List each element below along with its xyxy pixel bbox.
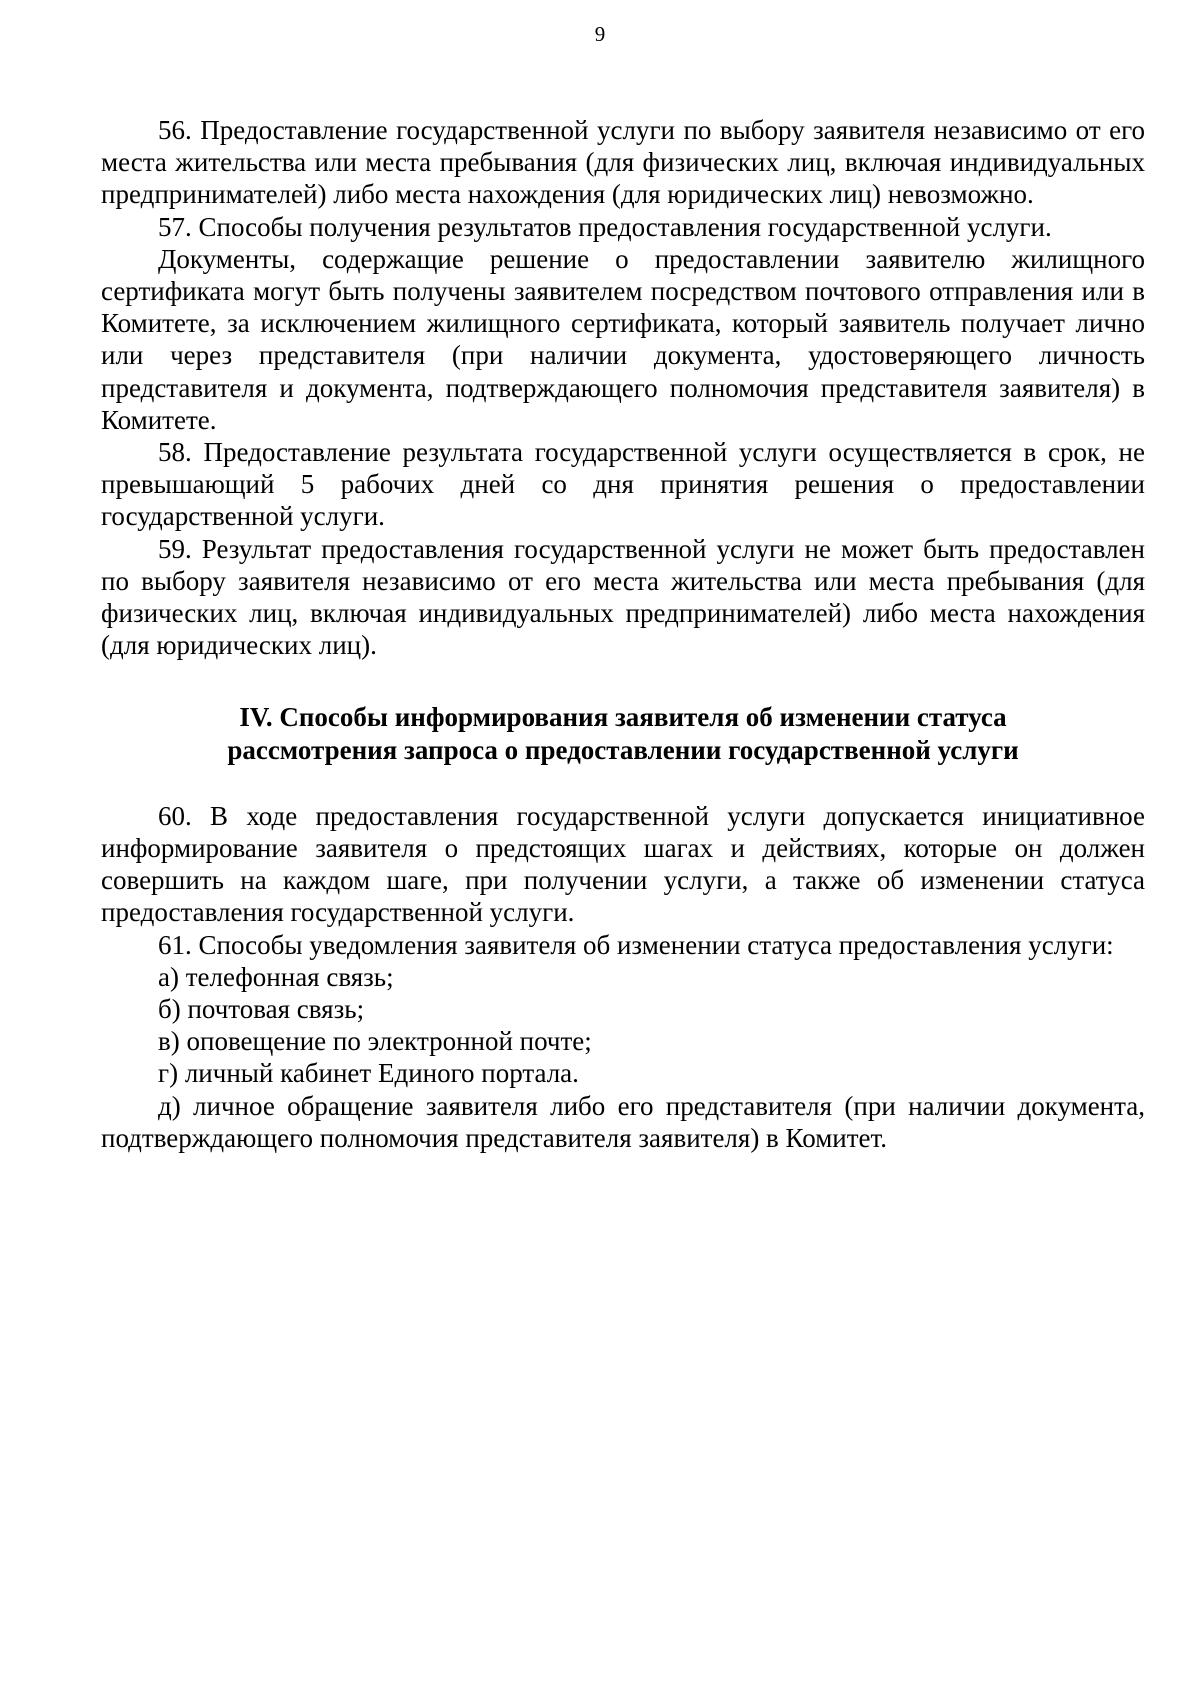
paragraph-57-documents: Документы, содержащие решение о предоставлении заявителю жилищного сертификата могут быть получены заявителем посредством почтового отправления или в Комитете, за исключением жилищного сертификата, который заявитель получает лично или через представителя (при наличии документа, удостоверяющего личность представителя и документа, подтверждающего полномочия представителя заявителя) в Комитете.: [101, 243, 1145, 435]
paragraph-57: 57. Способы получения результатов предоставления государственной услуги.: [158, 211, 1052, 242]
paragraph-58: 58. Предоставление результата государственной услуги осуществляется в срок, не превышающий 5 рабочих дней со дня принятия решения о предоставлении государственной услуги.: [101, 437, 1145, 532]
list-item-g: г) личный кабинет Единого портала.: [158, 1058, 579, 1089]
section-heading-line-1: IV. Способы информирования заявителя об изменении статуса: [239, 702, 1007, 733]
paragraph-56: 56. Предоставление государственной услуги по выбору заявителя независимо от его места жительства или места пребывания (для физических лиц, включая индивидуальных предпринимателей) либо места нахождения (для юридических лиц) невозможно.: [101, 115, 1145, 210]
list-item-b: б) почтовая связь;: [158, 994, 365, 1025]
paragraph-59: 59. Результат предоставления государственной услуги не может быть предоставлен по выбору заявителя независимо от его места жительства или места пребывания (для физических лиц, включая индивидуальных предпринимателей) либо места нахождения (для юридических лиц).: [101, 533, 1145, 661]
list-item-v: в) оповещение по электронной почте;: [158, 1026, 592, 1057]
page-number: 9: [594, 22, 606, 46]
paragraph-60: 60. В ходе предоставления государственной услуги допускается инициативное информирование заявителя о предстоящих шагах и действиях, которые он должен совершить на каждом шаге, при получении услуги, а также об изменении статуса предоставления государственной услуги.: [101, 800, 1145, 928]
section-heading-line-2: рассмотрения запроса о предоставлении государственной услуги: [227, 734, 1019, 765]
document-body: [101, 114, 1145, 1154]
section-heading: [101, 701, 1145, 765]
paragraph-61: 61. Способы уведомления заявителя об изменении статуса предоставления услуги:: [158, 929, 1114, 960]
list-item-d: д) личное обращение заявителя либо его представителя (при наличии документа, подтверждающего полномочия представителя заявителя) в Комитет.: [101, 1090, 1145, 1153]
list-item-a: а) телефонная связь;: [158, 961, 394, 992]
